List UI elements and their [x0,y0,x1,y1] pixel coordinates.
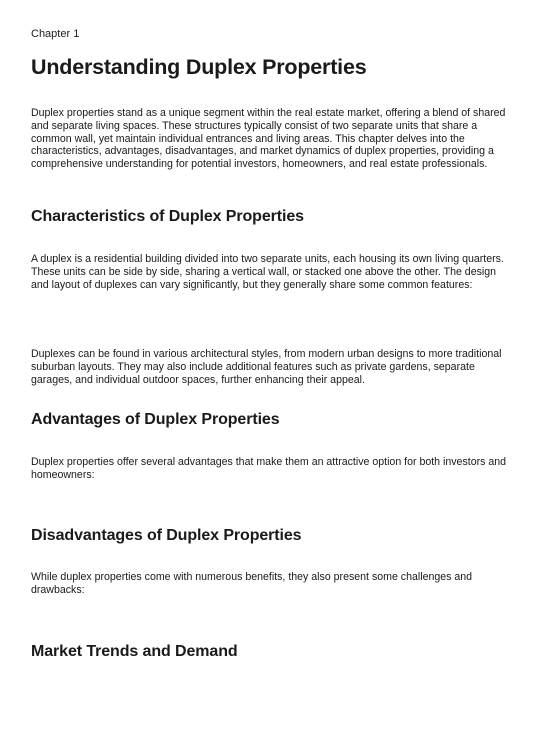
characteristics-paragraph-1: A duplex is a residential building divided into two separate units, each housing its own living quarters. These units can be side by side, sharing a vertical wall, or stacked one above the other. The design and layout of duplexes can vary significantly, but they generally share some common features: [31,253,504,291]
characteristics-paragraph-2: Duplexes can be found in various architectural styles, from modern urban designs to more traditional suburban layouts. They may also include additional features such as private gardens, separate garages, and individual outdoor spaces, further enhancing their appeal. [31,348,502,386]
page-title: Understanding Duplex Properties [31,55,367,79]
section-heading-advantages: Advantages of Duplex Properties [31,411,280,428]
section-heading-market-trends: Market Trends and Demand [31,643,238,660]
section-heading-characteristics: Characteristics of Duplex Properties [31,208,304,225]
advantages-paragraph: Duplex properties offer several advantages that make them an attractive option for both investors and homeowners: [31,456,507,481]
chapter-label: Chapter 1 [31,28,80,40]
disadvantages-paragraph: While duplex properties come with numerous benefits, they also present some challenges and drawbacks: [31,571,473,596]
section-heading-disadvantages: Disadvantages of Duplex Properties [31,527,302,544]
intro-paragraph: Duplex properties stand as a unique segment within the real estate market, offering a blend of shared and separate living spaces. These structures typically consist of two separate units that share a common wall, yet maintain individual entrances and living areas. This chapter delves into the characteristics, advantages, disadvantages, and market dynamics of duplex properties, providing a comprehensive understanding for potential investors, homeowners, and real estate professionals. [31,107,506,171]
